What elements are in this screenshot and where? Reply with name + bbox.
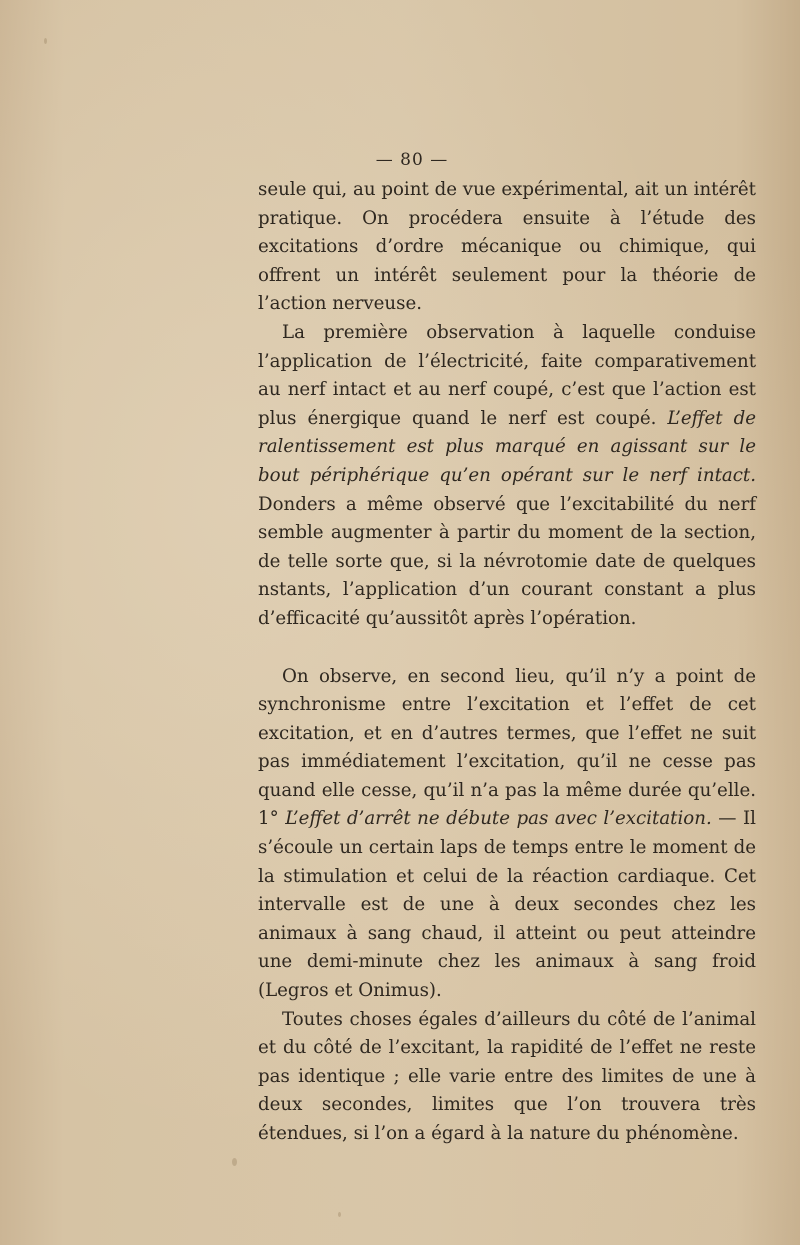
paragraph <box>258 1006 756 1149</box>
paper-spot <box>232 1158 237 1166</box>
italic-text-segment: L’effet de ralentissement est plus marqué en agissant sur le bout périphérique qu’en opérant sur le nerf intact. <box>258 407 756 486</box>
paragraph <box>258 663 756 1006</box>
paper-spot <box>44 38 47 44</box>
paragraph <box>258 176 756 319</box>
text-segment: seule qui, au point de vue expérimental, ait un intérêt pratique. On procédera ensuite à l’étude des excitations d’ordre mécanique ou chimique, qui offrent un intérêt seulement pour la théorie de l’action nerveuse. <box>258 179 756 315</box>
paper-spot <box>338 1212 341 1217</box>
body-text <box>258 176 756 1149</box>
text-segment: La première observation à laquelle conduise l’application de l’électricité, faite comparativement au nerf intact et au nerf coupé, c’est que l’action est plus énergique quand le nerf est coupé. <box>258 321 756 429</box>
italic-text-segment: L’effet d’arrêt ne débute pas avec l’excitation. <box>285 808 712 830</box>
text-segment: — Il s’écoule un certain laps de temps entre le moment de la stimulation et celui de la réaction cardiaque. Cet intervalle est de une à deux secondes chez les animaux à sang chaud, il atteint ou peut atteindre une demi-minute chez les animaux à sang froid (Legros et Onimus). <box>258 808 756 1002</box>
text-segment: On observe, en second lieu, qu’il n’y a point de synchronisme entre l’excitation et l’effet de cet excitation, et en d’autres termes, que l’effet ne suit pas immédiatement l’excitation, qu’il ne cesse pas quand elle cesse, qu’il n’a pas la même durée qu’elle. 1° <box>258 665 756 830</box>
text-segment: Donders a même observé que l’excitabilité du nerf semble augmenter à partir du moment de la section, de telle sorte que, si la névrotomie date de quelques nstants, l’application d’un courant constant a plus d’efficacité qu’aussitôt après l’opération. <box>258 493 756 629</box>
page-number: — 80 — <box>375 150 449 170</box>
text-segment: Toutes choses égales d’ailleurs du côté de l’animal et du côté de l’excitant, la rapidité de l’effet ne reste pas identique ; elle varie entre des limites de une à deux secondes, limites que l’on trouvera très étendues, si l’on a égard à la nature du phénomène. <box>258 1008 756 1144</box>
paragraph <box>258 319 756 634</box>
